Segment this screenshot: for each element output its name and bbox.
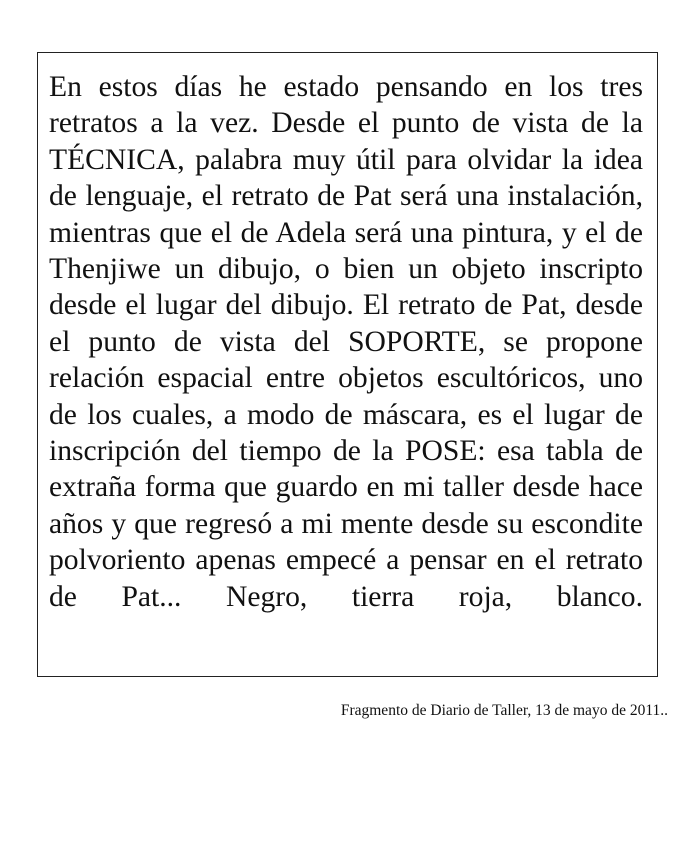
framed-text-box [37, 52, 658, 677]
source-caption: Fragmento de Diario de Taller, 13 de mayo de 2011.. [340, 702, 668, 719]
diary-paragraph: En estos días he estado pensando en los tres retratos a la vez. Desde el punto de vista de la TÉCNICA, palabra muy útil para olvidar la idea de lenguaje, el retrato de Pat será una instalación, mientras que el de Adela será una pintura, y el de Thenjiwe un dibujo, o bien un objeto inscripto desde el lugar del dibujo. El retrato de Pat, desde el punto de vista del SOPORTE, se propone relación espacial entre objetos escultóricos, uno de los cuales, a modo de máscara, es el lugar de inscripción del tiempo de la POSE: esa tabla de extraña forma que guardo en mi taller desde hace años y que regresó a mi mente desde su escondite polvoriento apenas empecé a pensar en el retrato de Pat... Negro, tierra roja, blanco. [49, 71, 643, 613]
